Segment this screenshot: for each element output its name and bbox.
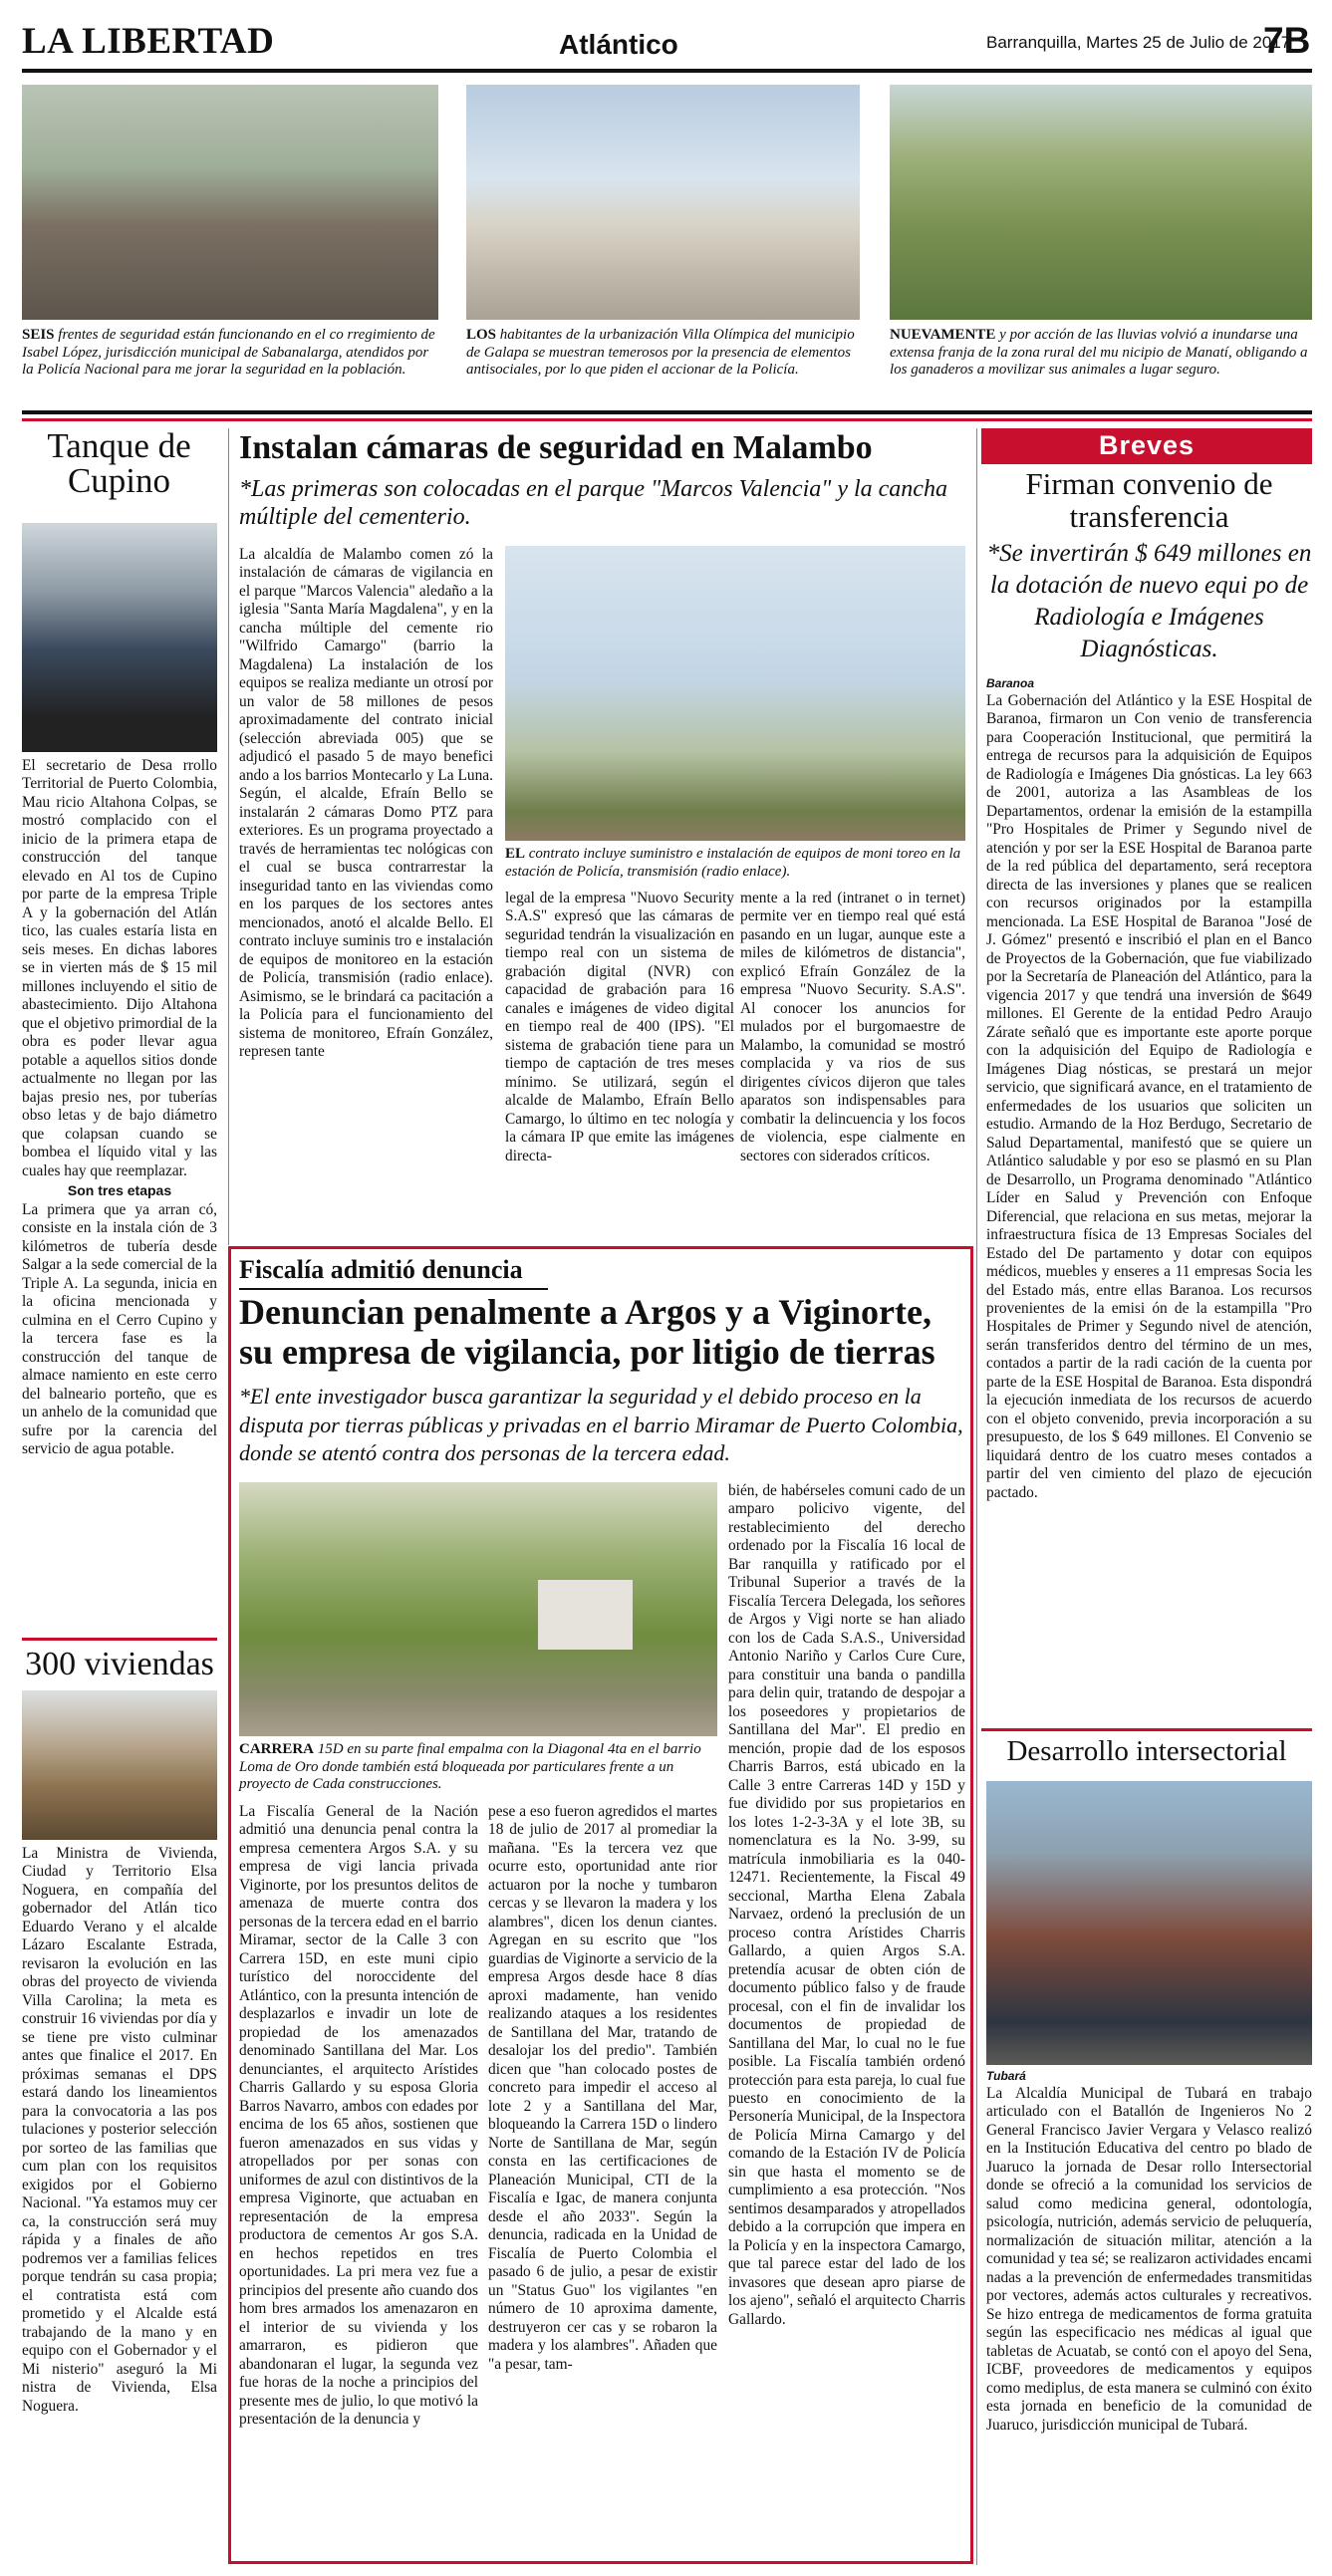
deck-convenio: *Se invertirán $ 649 millones en la dotación de nuevo equi po de Radiología e Imágenes Diagnósticas. — [986, 540, 1312, 662]
dateline: Baranoa — [986, 676, 1035, 690]
story-subhead: Son tres etapas — [67, 1182, 172, 1199]
headline-argos: Denuncian penalmente a Argos y a Viginorte, su empresa de vigilancia, por litigio de tierras — [239, 1292, 935, 1372]
deck-argos: *El ente investigador busca garantizar la seguridad y el debido proceso en la disputa por tierras públicas y privadas en el barrio Miramar de Puerto Colombia, donde se atentó contra dos personas de la tercera edad. — [239, 1384, 963, 1466]
story-body-malambo-col3: mente a la red (intranet o in ternet) permite ver en tiempo real qué está pasando en un lugar, aunque este a miles de kilómetros de distancia", explicó Efraín González de la empresa "Nuovo Security. S.A.S". Al conocer los anuncios for mulados por el burgomaestre de Malambo, la comunidad se mostró complacida y va rios de sus dirigentes cívicos dijeron que tales aparatos son indispensables para combatir la delincuencia y los focos de violencia, espe cialmente en sectores con siderados críticos. — [740, 890, 965, 1164]
issue-date: Barranquilla, Martes 25 de Julio de 2017 — [986, 33, 1291, 52]
photo-tubara-jornada — [986, 1781, 1312, 2065]
story-body-convenio: La Gobernación del Atlántico y la ESE Hospital de Baranoa, firmaron un Con venio de transferencia para Cooperación Institucional, que permitirá la entrega de recursos para la adquisición de Equipos de Radiología e Imágenes Dia gnósticas. La ley 663 de 2001, autoriza a las Asambleas de los Departamentos, ordenar la emisión de la estampilla "Pro Hospitales de Primer y Segundo nivel de atención y por ser la ESE Hospital de Baranoa parte de la red pública del departamento, será receptora directa de las inversiones y planes que se realicen con recursos originados por la estampilla mencionada. La ESE Hospital de Baranoa "José de J. Gómez" presentó e inscribió el plan en el Banco de Proyectos de la Gobernación, que fue viabilizado por la Secretaría de Planeación del Atlántico, para la vigencia 2017 y que tendrá una inversión de $649 millones. El Gerente de la entidad Pedro Araujo Zárate señaló que es importante este aporte porque con la adquisición del Equipo de Radiología e Imágenes Diag nósticas, se prestará un mejor servicio, que significará avance, en el tratamiento de enfermedades de los usuarios que soliciten un estudio. Armando de la Hoz Berdugo, Secretario de Salud Departamental, manifestó que se quiere un Atlántico saludable y por eso se plasmó en su Plan de Desarrollo, un Programa denominado "Atlántico Líder en Salud y Prevención con Enfoque Diferencial, que relaciona en sus metas, mejorar la infraestructura física de 13 Empresas Sociales del Estado del De partamento y dotar con equipos médicos, muebles y enseres a 11 empresas Socia les del Estado más, entre ellas Baranoa. Los recursos provenientes de la emisi ón de la estampilla "Pro Hospitales de Primer y Segundo nivel de atención, serán transferidos dentro del término de un mes, contados a partir de la radi cación de la cuenta por parte de la ESE Hospital de Baranoa. Esta dispondrá la ejecución inmediata de los recursos de acuerdo con el objeto convenido, previa incorporación a su presupuesto, de los $ 649 millones. El Convenio se liquidará dentro de los cuatro meses contados a partir del ven cimiento del plazo de ejecución pactado. — [986, 692, 1312, 1501]
photo-camaras-malambo — [505, 546, 965, 841]
photo-seguridad-isabel-lopez — [22, 85, 438, 320]
story-body-desarrollo: La Alcaldía Municipal de Tubará en trabajo articulado con el Batallón de Ingenieros No 2 General Francisco Javier Vergara y Velasco realizó en la Institución Educativa del centro po blado de Juaruco la jornada de Desar rollo Intersectorial donde se ofreció a la comunidad los servicios de salud como medicina general, odontología, psicología, nutrición, además servicio de peluquería, normalización de situación militar, atención a la comunidad y tea sé; se realizaron actividades encami nadas a la prevención de enfermedades transmitidas por vectores, además actos culturales y recreativos. Se hizo entrega de medicamentos de forma gratuita según las especificacio nes médicas al igual que tabletas de Acuatab, se contó con el apoyo del Sena, ICBF, proveedores de medicamentos y equipos como mediplus, de esta manera se culminó con éxito esta jornada en beneficio de la comunidad de Juaruco, jurisdicción municipal de Tubará. — [986, 2085, 1312, 2434]
photo-caption: NUEVAMENTE y por acción de las lluvias volvió a inundarse una extensa franja de la zona rural del mu nicipio de Manatí, obligando a los ganaderos a movilizar sus animales a lugar seguro. — [890, 327, 1308, 379]
photo-tanque-cupino — [22, 523, 217, 752]
story-body-argos-col1: La Fiscalía General de la Nación admitió una denuncia penal contra la empresa cementera Argos S.A. y su empresa de vigi lancia privada Viginorte, por los presuntos delitos de amenaza de muerte contra dos personas de la tercera edad en el barrio Miramar, sector de la Calle 3 con Carrera 15D, en este muni cipio turístico del noroccidente del Atlántico, con la presunta intención de desplazarlos e invadir un lote de propiedad de los amenazados denominado Santillana del Mar. Los denunciantes, el arquitecto Arístides Charris Gallardo y su esposa Gloria Barros Navarro, ambos con edades por encima de los 65 años, sostienen que fueron amenazados en sus vidas y atropellados por per sonas con uniformes de azul con distintivos de la empresa Viginorte, que actuaban en representación de la empresa productora de cementos Ar gos S.A. en hechos repetidos en tres oportunidades. La pri mera vez fue a principios del presente año cuando dos hom bres armados los amenazaron en el interior de su vivienda y los amarraron, es pidieron que abandonaran el lugar, la segunda vez fue horas de la noche a principios del presente mes de julio, lo que motivó la presentación de la denuncia y — [239, 1803, 478, 2428]
masthead-name: LA LIBERTAD — [22, 21, 275, 62]
photo-inundacion-manati — [890, 85, 1312, 320]
story-body-malambo-col2: legal de la empresa "Nuovo Security S.A.S" expresó que las cámaras de seguridad tendrán la visualización en tiempo real con un sistema de grabación digital (NVR) con capacidad de grabación para 16 canales e imágenes de video digital en tiempo real de 400 (IPS). "El sistema de grabación tiene para un tiempo de captación de tres meses mínimo. Se utilizará, según el alcalde de Malambo, Efraín Bello Camargo, lo último en tec nología y la cámara IP que emite las imágenes directa- — [505, 890, 734, 1164]
deck-malambo: *Las primeras son colocadas en el parque "Marcos Valencia" y la cancha múltiple del cementerio. — [239, 476, 947, 530]
accent-rule — [981, 1728, 1312, 1731]
story-title-tanque: Tanque de Cupino — [47, 426, 191, 500]
page-number: 7B — [1263, 20, 1311, 61]
section-title: Atlántico — [559, 29, 678, 60]
column-divider — [976, 428, 977, 2565]
story-body-argos-col2: pese a eso fueron agredidos el martes 18 de julio de 2017 al promediar la mañana. "Es la tercera vez que ocurre esto, oportunidad ante rior actuaron por la noche y tumbaron cercas y se llevaron la madera y los alambres", dicen los denun ciantes. Agregan en su escrito que "los guardias de Viginorte a servicio de la empresa Argos desde hace 8 días aproxi madamente, han venido realizando ataques a los residentes de Santillana del Mar, tratando de desalojar los del predio". También dicen que "han colocado postes de concreto para impedir el acceso al lote 2 y a Santillana del Mar, bloqueando la Carrera 15D o lindero Norte de Santillana de Mar, según consta en las certificaciones de Planeación Municipal, CTI de la Fiscalía e Igac, de manera conjunta desde el año 2033". Según la denuncia, radicada en la Unidad de Fiscalía de Puerto Colombia el pasado 6 de julio, a pesar de existir un "Status Guo" los vigilantes "en número de 10 aproxima damente, destruyeron cer cas y se robaron la madera y los alambres". Añaden que "a pesar, tam- — [488, 1803, 717, 2373]
accent-rule — [22, 1638, 217, 1641]
dateline: Tubará — [986, 2069, 1026, 2083]
section-rule — [22, 410, 1312, 414]
story-title-desarrollo: Desarrollo intersectorial — [1006, 1735, 1287, 1767]
story-body-tanque: El secretario de Desa rrollo Territorial de Puerto Colombia, Mau ricio Altahona Colpas, se mostró complacido con el inicio de la primera etapa de construcción del tanque elevado en Al tos de Cupino por parte de la empresa Triple A y la gobernación del Atlán tico, las cuales estaría lista en seis meses. En dichas labores se in vierten más de $ 15 mil millones incluyendo el sitio de abastecimiento. Dijo Altahona que el objetivo primordial de la obra es poder llevar agua potable a aquellos sitios donde actualmente no llegan por las bajas presio nes, por tuberías obso letas y de bajo diámetro que colapsan cuando se bombea el líquido vital y las cuales hay que reemplazar. Son tres etapas La primera que ya arran có, consiste en la instala ción de 3 kilómetros de tubería desde Salgar a la sede comercial de la Triple A. La segunda, inicia en la oficina mencionada y culmina en el Cerro Cupino y la tercera fase es la construcción del tanque de almace namiento en este cerro del balneario porteño, que es un anhelo de la comunidad que sufre por la carencia del servicio de agua potable. — [22, 757, 217, 1458]
photo-villa-olimpica — [466, 85, 860, 320]
photo-caption: CARRERA 15D en su parte final empalma con la Diagonal 4ta en el barrio Loma de Oro donde también está bloqueada por particulares frente a un proyecto de Cada construcciones. — [239, 1741, 701, 1793]
photo-viviendas — [22, 1690, 217, 1840]
story-title-viviendas: 300 viviendas — [25, 1646, 214, 1682]
story-body-argos-col3: bién, de habérseles comuni cado de un amparo policivo vigente, del restablecimiento del derecho ordenado por la Fiscalía 16 local de Bar ranquilla y ratificado por el Tribunal Superior a través de la Fiscalía Tercera Delegada, los señores de Argos y Vigi norte se han aliado con los de Cada S.A.S., Universidad Antonio Nariño y Carlos Cure Cure, para constituir una banda o pandilla para delin quir, tratando de despojar a los poseedores y propietarios de Santillana del Mar". El predio en mención, propie dad de los esposos Charris Barros, está ubicado en la Calle 3 entre Carreras 14D y 15D y fue dividido por sus propietarios en los lotes 1-2-3-3A y el lote 3B, su nomenclatura es la No. 3-99, su matrícula inmobiliaria es la 040-12471. Recientemente, la Fiscal 49 seccional, Martha Elena Zabala Narvaez, ordenó la preclusión de un proceso contra Arístides Charris Gallardo, a quien Argos S.A. pretendía acusar de obten ción de documento público falso y de fraude procesal, con el fin de invalidar los documentos de propiedad de Santillana del Mar, lo cual no le fue posible. La Fiscalía también ordenó protección para esta pareja, lo cual fue puesto en conocimiento de la Personería Municipal, de la Inspectora de Policía Mirna Camargo y del comando de la Estación IV de Policía sin que hasta el momento se de cumplimiento a esa protección. "Nos sentimos desamparados y atropellados debido a la corrupción que impera en la Policía y en la inspectora Camargo, que tal parece estar del lado de los invasores que desean apro piarse de los ajeno", señaló el arquitecto Charris Gallardo. — [728, 1482, 965, 2328]
photo-carrera-15d — [239, 1482, 717, 1736]
kicker-rule — [239, 1288, 548, 1290]
story-title-convenio: Firman convenio de transferencia — [1025, 466, 1273, 534]
headline-malambo: Instalan cámaras de seguridad en Malambo — [239, 429, 873, 466]
column-divider — [228, 428, 229, 1245]
story-body-malambo-col1: La alcaldía de Malambo comen zó la instalación de cámaras de vigilancia en el parque "Marcos Valencia" aledaño a la iglesia "Santa María Magdalena", y en la cancha múltiple del cemente rio "Wilfrido Camargo" (barrio la Magdalena) La instalación de los equipos se realiza mediante un otrosí por un valor de 58 millones de pesos aproximadamente del contrato inicial (selección abreviada 005) que se adjudicó el pasado 5 de mayo benefici ando a los barrios Montecarlo y La Luna. Según, el alcalde, Efraín Bello se instalarán 2 cámaras Domo PTZ para exteriores. Es un programa proyectado a través de herramientas tec nológicas con el cual se busca contrarrestar la inseguridad tanto en las viviendas como en los parques de los sectores antes mencionados, anotó el alcalde Bello. El contrato incluye suminis tro e instalación de equipos de monitoreo en la estación de Policía, transmisión (radio enlace). Asimismo, se le brindará ca pacitación a la Policía para el funcionamiento del sistema de monitoreo, Efraín González, represen tante — [239, 546, 493, 1061]
story-body-viviendas: La Ministra de Vivienda, Ciudad y Territorio Elsa Noguera, en compañía del gobernador del Atlán tico Eduardo Verano y el alcalde Lázaro Escalante Estrada, revisaron la evolución en las obras del proyecto de vivienda Villa Carolina; la meta es construir 16 viviendas por día y se tiene pre visto culminar antes que finalice el 2017. En próximas semanas el DPS estará dando los lineamientos para la convocatoria a las pos tulaciones y posterior selección por sorteo de las familias que cum plan con los requisitos exigidos por el Gobierno Nacional. "Ya estamos muy cer ca, la construcción será muy rápida y a finales de año podremos ver a familias felices porque tendrán su casa propia; el contratista está com prometido y el Alcalde está trabajando de la mano y en equipo con el Gobernador y el Mi nisterio" aseguró la Mi nistra de Vivienda, Elsa Noguera. — [22, 1845, 217, 2415]
kicker-argos: Fiscalía admitió denuncia — [239, 1255, 523, 1284]
top-rule — [22, 69, 1312, 73]
photo-caption: EL contrato incluye suministro e instalación de equipos de moni toreo en la estación de Policía, transmisión (radio enlace). — [505, 846, 961, 880]
photo-caption: LOS habitantes de la urbanización Villa Olímpica del municipio de Galapa se muestran temerosos por la presencia de elementos antisociales, por lo que piden el accionar de la Policía. — [466, 327, 855, 379]
photo-caption: SEIS frentes de seguridad están funcionando en el co rregimiento de Isabel López, jurisdicción municipal de Sabanalarga, atendidos por la Policía Nacional para me jorar la seguridad en la población. — [22, 327, 435, 379]
breves-label: Breves — [1098, 430, 1196, 460]
accent-rule — [22, 418, 1312, 421]
